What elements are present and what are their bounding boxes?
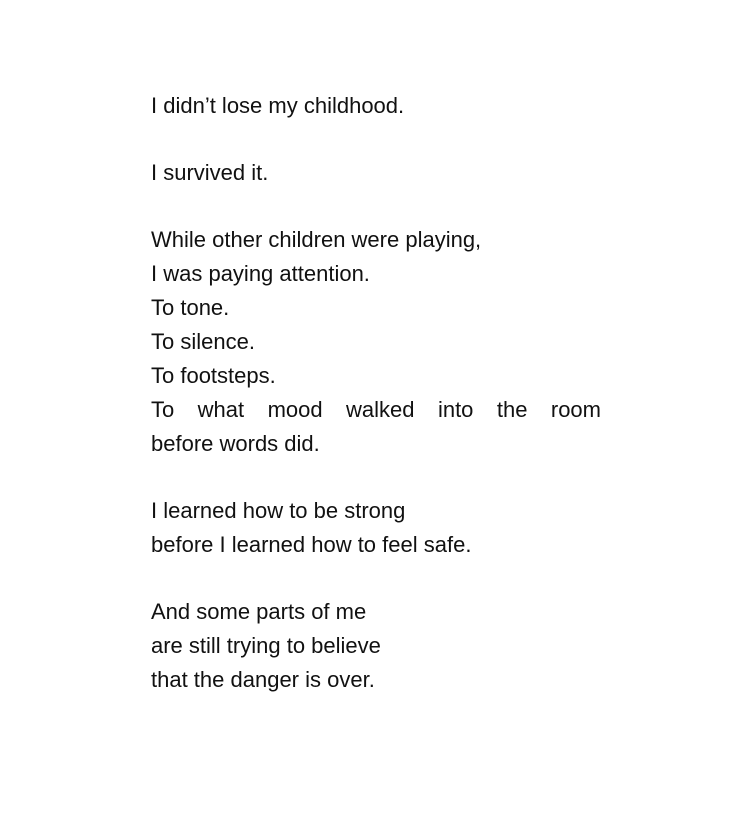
poem-line: To silence. — [151, 329, 255, 354]
stanza-5 — [151, 595, 601, 697]
poem-line: are still trying to believe — [151, 633, 381, 658]
poem-line: To tone. — [151, 295, 230, 320]
stanza-1 — [151, 89, 601, 123]
poem-line: I learned how to be strong — [151, 498, 406, 523]
poem-line: While other children were playing, — [151, 227, 482, 252]
poem-line: And some parts of me — [151, 599, 367, 624]
poem-line: before words did. — [151, 431, 320, 456]
poem-line: I survived it. — [151, 160, 269, 185]
stanza-3 — [151, 223, 601, 461]
poem-line: that the danger is over. — [151, 667, 375, 692]
poem-line: I didn’t lose my childhood. — [151, 93, 405, 118]
stanza-2 — [151, 156, 601, 190]
poem-line: To footsteps. — [151, 363, 276, 388]
stanza-4 — [151, 494, 601, 562]
poem-line: before I learned how to feel safe. — [151, 532, 472, 557]
poem-line: To what mood walked into the room — [151, 397, 601, 422]
poem-line: I was paying attention. — [151, 261, 370, 286]
poem-text — [151, 89, 601, 730]
